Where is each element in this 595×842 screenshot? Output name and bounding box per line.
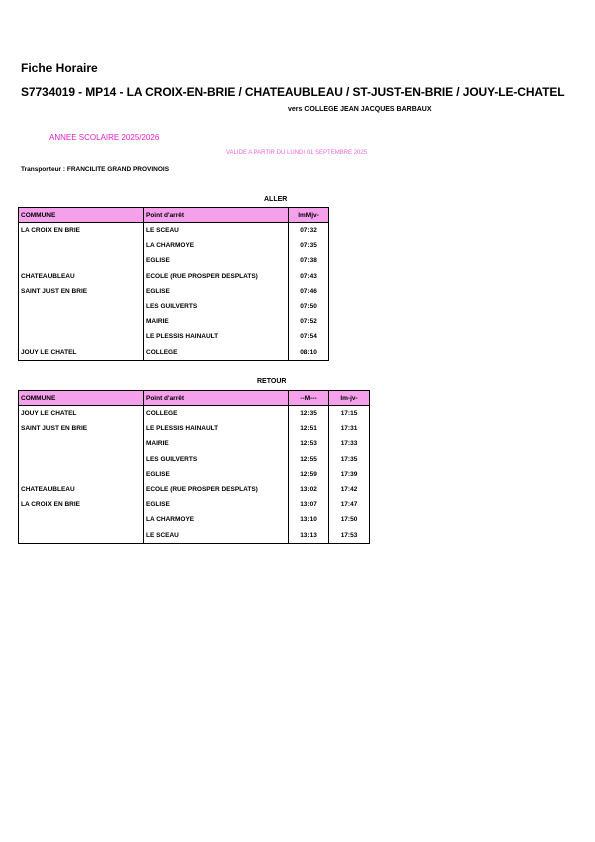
- stop-cell: LE SCEAU: [144, 528, 289, 544]
- time-cell: 12:51: [289, 421, 329, 436]
- time-cell: 07:50: [289, 299, 329, 314]
- column-header: --M---: [289, 391, 329, 406]
- stop-cell: LA CHARMOYE: [144, 238, 289, 253]
- table-header-row: [19, 208, 329, 223]
- time-cell: 07:32: [289, 223, 329, 239]
- table-row: [19, 238, 329, 253]
- time-cell: 17:31: [329, 421, 370, 436]
- time-cell: 17:50: [329, 512, 370, 527]
- stop-cell: MAIRIE: [144, 436, 289, 451]
- commune-cell: [19, 253, 144, 268]
- column-header: COMMUNE: [19, 208, 144, 223]
- commune-cell: [19, 512, 144, 527]
- time-cell: 07:38: [289, 253, 329, 268]
- table-row: [19, 299, 329, 314]
- stop-cell: LE SCEAU: [144, 223, 289, 239]
- destination-text: vers COLLEGE JEAN JACQUES BARBAUX: [288, 106, 432, 113]
- commune-cell: JOUY LE CHATEL: [19, 406, 144, 422]
- stop-cell: LES GUILVERTS: [144, 452, 289, 467]
- column-header: Point d'arrêt: [144, 208, 289, 223]
- time-cell: 07:43: [289, 269, 329, 284]
- table-row: [19, 482, 370, 497]
- table-row: [19, 528, 370, 544]
- table-row: [19, 452, 370, 467]
- column-header: lmMjv-: [289, 208, 329, 223]
- retour-table: [18, 390, 370, 544]
- table-row: [19, 421, 370, 436]
- commune-cell: [19, 329, 144, 344]
- stop-cell: COLLEGE: [144, 345, 289, 361]
- time-cell: 17:39: [329, 467, 370, 482]
- time-cell: 12:59: [289, 467, 329, 482]
- time-cell: 17:53: [329, 528, 370, 544]
- time-cell: 13:07: [289, 497, 329, 512]
- transporter-text: Transporteur : FRANCILITE GRAND PROVINOIS: [21, 166, 170, 173]
- aller-table: [18, 207, 329, 361]
- stop-cell: LE PLESSIS HAINAULT: [144, 329, 289, 344]
- commune-cell: CHATEAUBLEAU: [19, 482, 144, 497]
- table-row: [19, 314, 329, 329]
- stop-cell: EGLISE: [144, 253, 289, 268]
- table-row: [19, 345, 329, 361]
- time-cell: 07:35: [289, 238, 329, 253]
- time-cell: 12:53: [289, 436, 329, 451]
- commune-cell: [19, 238, 144, 253]
- commune-cell: SAINT JUST EN BRIE: [19, 284, 144, 299]
- commune-cell: SAINT JUST EN BRIE: [19, 421, 144, 436]
- table-row: [19, 467, 370, 482]
- time-cell: 07:46: [289, 284, 329, 299]
- stop-cell: EGLISE: [144, 284, 289, 299]
- table-row: [19, 269, 329, 284]
- column-header: Point d'arrêt: [144, 391, 289, 406]
- commune-cell: [19, 436, 144, 451]
- commune-cell: [19, 299, 144, 314]
- page-title: Fiche Horaire: [21, 61, 98, 75]
- column-header: COMMUNE: [19, 391, 144, 406]
- time-cell: 12:35: [289, 406, 329, 422]
- time-cell: 17:42: [329, 482, 370, 497]
- time-cell: 17:47: [329, 497, 370, 512]
- time-cell: 12:55: [289, 452, 329, 467]
- time-cell: 17:35: [329, 452, 370, 467]
- time-cell: 13:13: [289, 528, 329, 544]
- commune-cell: LA CROIX EN BRIE: [19, 497, 144, 512]
- table-row: [19, 497, 370, 512]
- column-header: lm-jv-: [329, 391, 370, 406]
- line-heading: S7734019 - MP14 - LA CROIX-EN-BRIE / CHATEAUBLEAU / ST-JUST-EN-BRIE / JOUY-LE-CHATEL: [21, 85, 565, 99]
- stop-cell: LES GUILVERTS: [144, 299, 289, 314]
- stop-cell: ECOLE (RUE PROSPER DESPLATS): [144, 482, 289, 497]
- stop-cell: LA CHARMOYE: [144, 512, 289, 527]
- aller-label: ALLER: [264, 196, 288, 203]
- commune-cell: [19, 528, 144, 544]
- school-year-text: ANNEE SCOLAIRE 2025/2026: [49, 133, 160, 142]
- table-header-row: [19, 391, 370, 406]
- time-cell: 17:15: [329, 406, 370, 422]
- stop-cell: ECOLE (RUE PROSPER DESPLATS): [144, 269, 289, 284]
- commune-cell: [19, 467, 144, 482]
- time-cell: 07:54: [289, 329, 329, 344]
- table-row: [19, 253, 329, 268]
- commune-cell: [19, 452, 144, 467]
- stop-cell: EGLISE: [144, 467, 289, 482]
- commune-cell: [19, 314, 144, 329]
- table-row: [19, 512, 370, 527]
- time-cell: 08:10: [289, 345, 329, 361]
- time-cell: 13:10: [289, 512, 329, 527]
- table-row: [19, 329, 329, 344]
- stop-cell: LE PLESSIS HAINAULT: [144, 421, 289, 436]
- table-row: [19, 284, 329, 299]
- stop-cell: EGLISE: [144, 497, 289, 512]
- time-cell: 13:02: [289, 482, 329, 497]
- table-row: [19, 223, 329, 239]
- time-cell: 17:33: [329, 436, 370, 451]
- commune-cell: JOUY LE CHATEL: [19, 345, 144, 361]
- validity-text: VALIDE A PARTIR DU LUNDI 01 SEPTEMBRE 2025: [226, 150, 368, 156]
- time-cell: 07:52: [289, 314, 329, 329]
- commune-cell: CHATEAUBLEAU: [19, 269, 144, 284]
- stop-cell: COLLEGE: [144, 406, 289, 422]
- table-row: [19, 436, 370, 451]
- retour-label: RETOUR: [257, 378, 287, 385]
- commune-cell: LA CROIX EN BRIE: [19, 223, 144, 239]
- table-row: [19, 406, 370, 422]
- stop-cell: MAIRIE: [144, 314, 289, 329]
